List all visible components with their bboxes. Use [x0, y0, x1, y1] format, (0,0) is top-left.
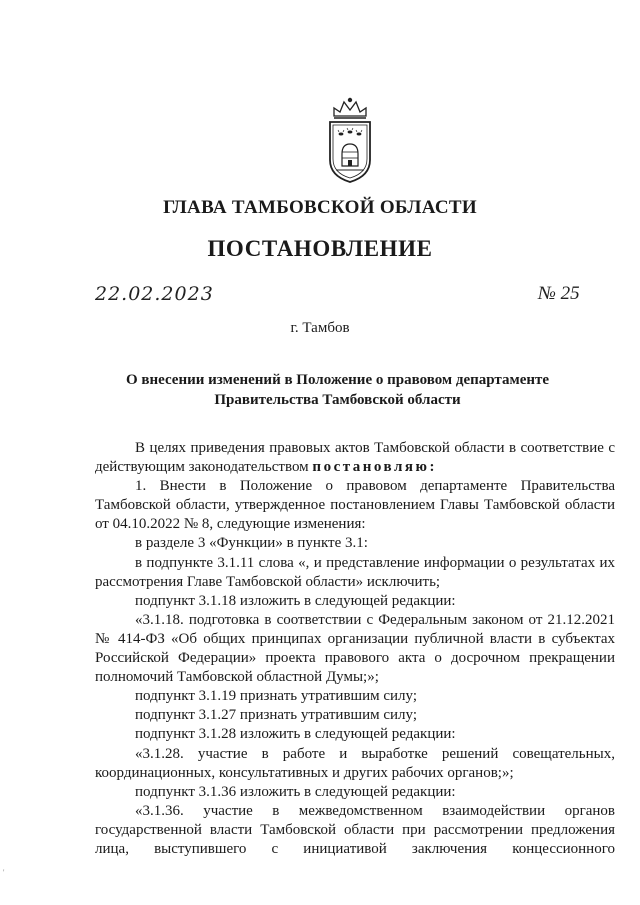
city-line: г. Тамбов	[290, 320, 350, 336]
document-type-title: ПОСТАНОВЛЕНИЕ	[207, 236, 433, 261]
paragraph-preamble	[95, 439, 615, 477]
subject-line-1: О внесении изменений в Положение о правовом департаменте	[125, 372, 550, 388]
paragraph-3-1-36-intro: подпункт 3.1.36 изложить в следующей редакции:	[135, 783, 456, 800]
document-date: 22.02.2023	[95, 283, 214, 305]
tambov-coat-of-arms-icon	[322, 94, 378, 186]
organization-title: ГЛАВА ТАМБОВСКОЙ ОБЛАСТИ	[163, 197, 477, 218]
paragraph-section-3: в разделе 3 «Функции» в пункте 3.1:	[135, 535, 368, 552]
document-body	[95, 439, 615, 859]
paragraph-3-1-11: в подпункте 3.1.11 слова «, и представление информации о результатах их рассмотрения Главе Тамбовской области» исключить;	[95, 554, 615, 590]
paragraph-3-1-36-text: «3.1.36. участие в межведомственном взаимодействии органов государственной власти Тамбовской области при рассмотрении предложения лица, выступившего с инициативой заключения концессионного	[95, 802, 615, 857]
paragraph-item-1: 1. Внести в Положение о правовом департаменте Правительства Тамбовской области, утвержденное постановлением Главы Тамбовской области от 04.10.2022 № 8, следующие изменения:	[95, 478, 615, 533]
document-number: № 25	[538, 283, 580, 304]
paragraph-3-1-28-intro: подпункт 3.1.28 изложить в следующей редакции:	[135, 726, 456, 743]
subject-line-2: Правительства Тамбовской области	[214, 392, 461, 408]
margin-mark: '	[3, 868, 5, 877]
document-subject	[90, 370, 585, 410]
paragraph-3-1-27: подпункт 3.1.27 признать утратившим силу;	[135, 707, 417, 724]
resolve-keyword: постановляю:	[312, 459, 437, 476]
paragraph-3-1-19: подпункт 3.1.19 признать утратившим силу;	[135, 688, 417, 705]
paragraph-3-1-18-text: «3.1.18. подготовка в соответствии с Федеральным законом от 21.12.2021 № 414-ФЗ «Об общих принципах организации публичной власти в субъектах Российской Федерации» проекта правового акта о досрочном прекращении полномочий Тамбовской областной Думы;»;	[95, 611, 615, 686]
preamble-text: В целях приведения правовых актов Тамбовской области в соответствие с действующим законодательством	[95, 440, 615, 476]
paragraph-3-1-28-text: «3.1.28. участие в работе и выработке решений совещательных, координационных, консультативных и других рабочих органов;»;	[95, 745, 615, 781]
paragraph-3-1-18-intro: подпункт 3.1.18 изложить в следующей редакции:	[135, 592, 456, 609]
